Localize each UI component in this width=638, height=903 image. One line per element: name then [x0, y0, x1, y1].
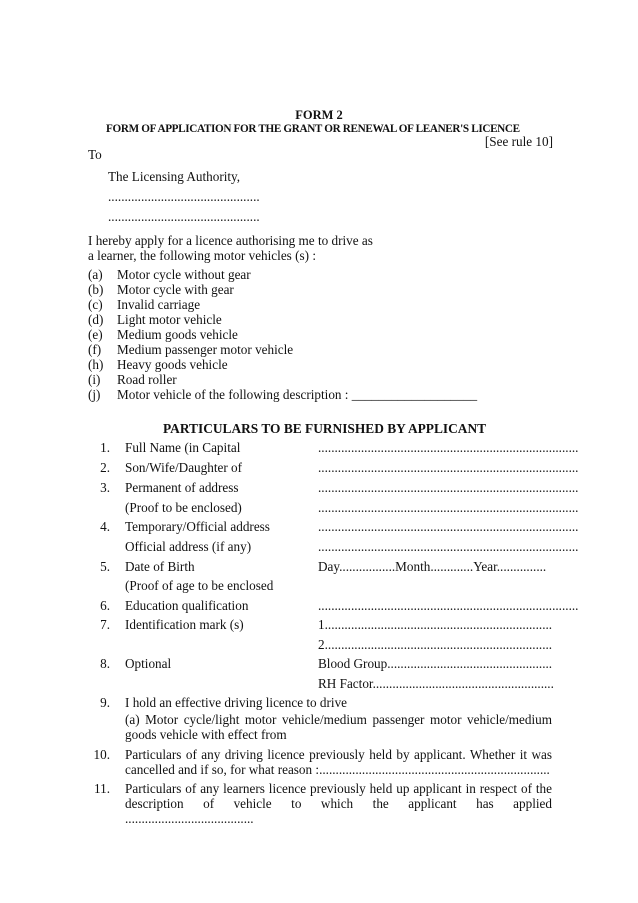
list-item-text: Medium passenger motor vehicle [117, 342, 294, 357]
identification-mark-field-2[interactable]: 2..................................................................... [318, 637, 553, 652]
field-label-relation: Son/Wife/Daughter of [125, 460, 243, 475]
field-label-driving-licence-held: I hold an effective driving licence to drive [125, 695, 348, 710]
item-number: 6. [100, 598, 110, 613]
list-item-text: Motor cycle with gear [117, 282, 234, 297]
item-number: 1. [100, 440, 110, 455]
licensing-authority: The Licensing Authority, [108, 169, 241, 184]
list-item-text: Heavy goods vehicle [117, 357, 228, 372]
item-number: 3. [100, 480, 110, 495]
list-item-text: Invalid carriage [117, 297, 201, 312]
permanent-address-field[interactable]: ............................................................................... [318, 480, 579, 495]
list-item-label: (f) [88, 342, 102, 357]
item-number: 7. [100, 617, 110, 632]
blood-group-field[interactable]: Blood Group.................................................. [318, 656, 553, 671]
date-of-birth-field[interactable]: Day.................Month.............Year............... [318, 559, 547, 574]
relation-field[interactable]: ............................................................................... [318, 460, 579, 475]
list-item-label: (i) [88, 372, 101, 387]
list-item-label: (b) [88, 282, 104, 297]
field-note-proof-of-age: (Proof of age to be enclosed [125, 578, 274, 593]
list-item-text: Motor cycle without gear [117, 267, 251, 282]
item-number: 4. [100, 519, 110, 534]
list-item-label: (j) [88, 387, 101, 402]
field-label-identification-mark: Identification mark (s) [125, 617, 244, 632]
list-item-label: (a) [88, 267, 103, 282]
authority-dots-line-1: .............................................. [108, 189, 260, 204]
list-item-text: Medium goods vehicle [117, 327, 238, 342]
field-label-date-of-birth: Date of Birth [125, 559, 195, 574]
item-number: 8. [100, 656, 110, 671]
field-label-official-address: Official address (if any) [125, 539, 252, 554]
particulars-heading: PARTICULARS TO BE FURNISHED BY APPLICANT [163, 421, 487, 436]
list-item-label: (c) [88, 297, 103, 312]
driving-licence-class-text: (a) Motor cycle/light motor vehicle/medium passenger motor vehicle/medium goods vehicle with effect from [125, 712, 552, 742]
list-item-label: (h) [88, 357, 104, 372]
previous-learners-licence-text: Particulars of any learners licence previously held up applicant in respect of the description of vehicle to which the applicant has applied ....................................... [125, 781, 552, 826]
item-number: 2. [100, 460, 110, 475]
intro-line-2: a learner, the following motor vehicles (s) : [88, 248, 316, 263]
to-label: To [88, 147, 102, 162]
item-number: 5. [100, 559, 110, 574]
list-item-text: Light motor vehicle [117, 312, 222, 327]
field-label-permanent-address: Permanent of address [125, 480, 239, 495]
official-address-field[interactable]: ............................................................................... [318, 539, 579, 554]
authority-dots-line-2: .............................................. [108, 209, 260, 224]
list-item-label: (d) [88, 312, 104, 327]
full-name-field[interactable]: ............................................................................... [318, 440, 579, 455]
education-field[interactable]: ............................................................................... [318, 598, 579, 613]
permanent-address-field-2[interactable]: ............................................................................... [318, 500, 579, 515]
item-number: 10. [93, 747, 110, 762]
form-title: FORM OF APPLICATION FOR THE GRANT OR RENEWAL OF LEANER'S LICENCE [106, 123, 520, 135]
item-number: 11. [94, 781, 110, 796]
form-number: FORM 2 [295, 108, 343, 122]
list-item-text: Road roller [117, 372, 177, 387]
field-label-full-name: Full Name (in Capital [125, 440, 241, 455]
identification-mark-field-1[interactable]: 1..................................................................... [318, 617, 553, 632]
list-item-label: (e) [88, 327, 103, 342]
intro-line-1: I hereby apply for a licence authorising me to drive as [88, 233, 373, 248]
rule-reference: [See rule 10] [484, 134, 553, 149]
previous-licence-text: Particulars of any driving licence previously held by applicant. Whether it was cancelled and if so, for what reason :...................................................................... [125, 747, 552, 777]
field-note-proof: (Proof to be enclosed) [125, 500, 242, 515]
field-label-education: Education qualification [125, 598, 249, 613]
list-item-text: Motor vehicle of the following description : ___________________ [117, 387, 478, 402]
temporary-address-field[interactable]: ............................................................................... [318, 519, 579, 534]
rh-factor-field[interactable]: RH Factor....................................................... [318, 676, 554, 691]
field-label-optional: Optional [125, 656, 172, 671]
field-label-temporary-address: Temporary/Official address [125, 519, 270, 534]
item-number: 9. [100, 695, 110, 710]
